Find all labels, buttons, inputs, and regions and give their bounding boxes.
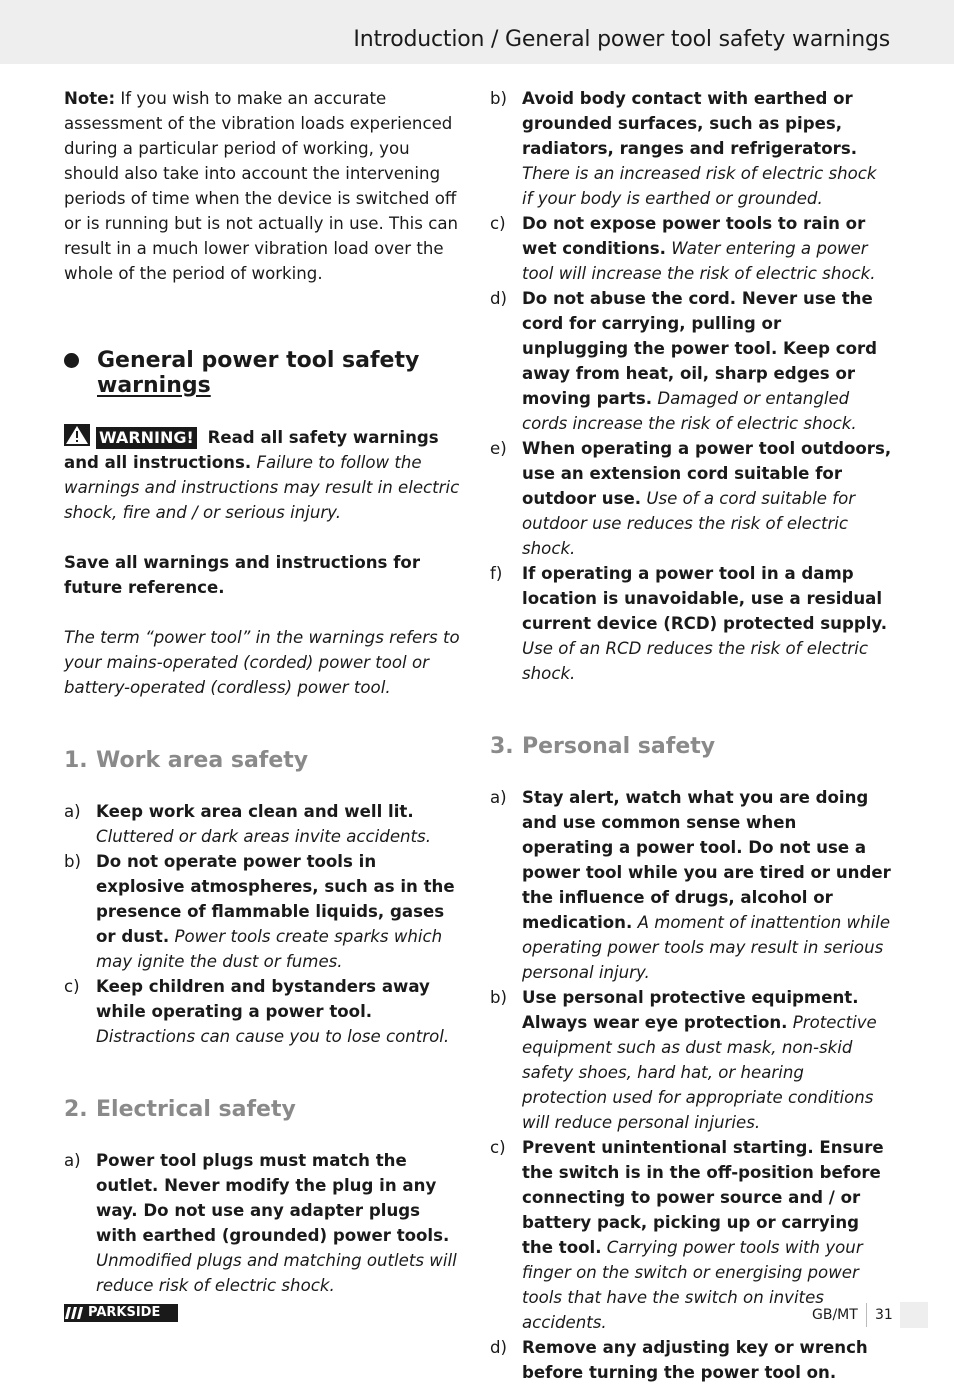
warning-badge: WARNING!	[96, 427, 197, 449]
personal-safety-list	[490, 785, 892, 1385]
item-italic-text: Cluttered or dark areas invite accidents.	[96, 827, 431, 846]
section-heading-electrical	[64, 1097, 464, 1122]
list-item	[64, 974, 464, 1049]
note-paragraph	[64, 86, 464, 286]
item-label: a)	[490, 788, 507, 807]
item-label: d)	[490, 1338, 508, 1357]
general-safety-heading	[64, 348, 464, 398]
note-text: If you wish to make an accurate assessment of the vibration loads experienced during a particular period of working, you should also take into account the intervening periods of time when the device is switched off or is running but is not actually in use. This can result in a much lower vibration load over the whole of the period of working.	[64, 89, 459, 283]
item-label: a)	[64, 1151, 81, 1170]
warning-italic-text: Failure to follow the warnings and instructions may result in electric shock, fire and / or serious injury.	[64, 453, 460, 522]
work-area-list	[64, 799, 464, 1049]
item-bold-text: Do not abuse the cord. Never use the cord for carrying, pulling or unplugging the power tool. Keep cord away from heat, oil, sharp edges or moving parts.	[522, 289, 878, 408]
section-heading-work-area	[64, 748, 464, 773]
list-item	[490, 561, 892, 686]
item-italic-text: Power tools create sparks which may ignite the dust or fumes.	[96, 927, 443, 971]
item-label: c)	[490, 1138, 506, 1157]
section-number: 1.	[64, 748, 88, 773]
list-item	[490, 985, 892, 1135]
item-italic-text: Protective equipment such as dust mask, non-skid safety shoes, hard hat, or hearing protection used for appropriate conditions will reduce personal injuries.	[522, 1013, 877, 1132]
item-italic-text: There is an increased risk of electric shock if your body is earthed or grounded.	[522, 164, 877, 208]
item-italic-text: Damaged or entangled cords increase the risk of electric shock.	[522, 389, 857, 433]
list-item	[64, 799, 464, 849]
item-label: b)	[490, 988, 508, 1007]
list-item	[490, 286, 892, 436]
save-instructions-text: Save all warnings and instructions for future reference.	[64, 553, 421, 597]
section-bullet-icon	[64, 353, 79, 368]
item-bold-text: Do not operate power tools in explosive atmospheres, such as in the presence of flammable liquids, gases or dust.	[96, 852, 455, 946]
item-bold-text: Power tool plugs must match the outlet. Never modify the plug in any way. Do not use any adapter plugs with earthed (grounded) power tools.	[96, 1151, 450, 1245]
general-heading-line1: General power tool safety	[97, 348, 420, 373]
general-heading-line2: warnings	[97, 373, 211, 398]
list-item	[490, 1335, 892, 1385]
list-item	[490, 785, 892, 985]
item-italic-text: Carrying power tools with your finger on the switch or energising power tools that have the switch on invites accidents.	[522, 1238, 863, 1332]
electrical-list	[64, 1148, 464, 1298]
parkside-logo-stripes-icon	[64, 1304, 86, 1322]
item-bold-text: If operating a power tool in a damp location is unavoidable, use a residual current device (RCD) protected supply.	[522, 564, 888, 633]
item-label: b)	[490, 89, 508, 108]
item-bold-text: Avoid body contact with earthed or grounded surfaces, such as pipes, radiators, ranges and refrigerators.	[522, 89, 858, 158]
item-label: d)	[490, 289, 508, 308]
section-title: Personal safety	[522, 734, 716, 759]
item-bold-text: Prevent unintentional starting. Ensure the switch is in the off-position before connecting to power source and / or battery pack, picking up or carrying the tool.	[522, 1138, 884, 1257]
item-bold-text: Stay alert, watch what you are doing and use common sense when operating a power tool. Do not use a power tool while you are tired or under the influence of drugs, alcohol or medication.	[522, 788, 891, 932]
parkside-logo	[64, 1304, 178, 1322]
item-bold-text: Remove any adjusting key or wrench before turning the power tool on.	[522, 1338, 868, 1382]
warning-bold-text: Read all safety warnings and all instructions.	[64, 428, 439, 472]
section-title: Work area safety	[96, 748, 309, 773]
item-italic-text: Water entering a power tool will increase the risk of electric shock.	[522, 239, 876, 283]
section-title: Electrical safety	[96, 1097, 296, 1122]
item-label: e)	[490, 439, 507, 458]
item-italic-text: Distractions can cause you to lose control.	[96, 1027, 450, 1046]
footer-country-code: GB/MT	[812, 1307, 858, 1323]
item-italic-text: Use of a cord suitable for outdoor use reduces the risk of electric shock.	[522, 489, 856, 558]
item-italic-text: Use of an RCD reduces the risk of electric shock.	[522, 639, 868, 683]
item-label: a)	[64, 802, 81, 821]
warning-triangle-icon	[64, 424, 90, 446]
warning-paragraph	[64, 424, 464, 525]
section-number: 3.	[490, 734, 514, 759]
list-item	[490, 211, 892, 286]
section-number: 2.	[64, 1097, 88, 1122]
note-label: Note:	[64, 89, 116, 108]
footer-divider	[866, 1303, 867, 1327]
list-item	[490, 86, 892, 211]
item-label: c)	[490, 214, 506, 233]
item-bold-text: Keep work area clean and well lit.	[96, 802, 414, 821]
item-label: c)	[64, 977, 80, 996]
right-column	[490, 86, 892, 1385]
footer-tab-marker	[900, 1302, 928, 1328]
item-label: b)	[64, 852, 82, 871]
electrical-list-continued	[490, 86, 892, 686]
section-heading-personal	[490, 734, 892, 759]
item-bold-text: Keep children and bystanders away while operating a power tool.	[96, 977, 430, 1021]
power-tool-term-text: The term “power tool” in the warnings refers to your mains-operated (corded) power tool or battery-operated (cordless) power tool.	[64, 628, 460, 697]
page-header-title: Introduction / General power tool safety warnings	[353, 27, 890, 52]
list-item	[490, 436, 892, 561]
page-number: 31	[875, 1307, 893, 1323]
item-bold-text: When operating a power tool outdoors, use an extension cord suitable for outdoor use.	[522, 439, 892, 508]
item-italic-text: A moment of inattention while operating power tools may result in serious personal injury.	[522, 913, 891, 982]
item-label: f)	[490, 564, 503, 583]
item-bold-text: Use personal protective equipment. Always wear eye protection.	[522, 988, 859, 1032]
list-item	[64, 849, 464, 974]
brand-name: PARKSIDE	[88, 1305, 161, 1320]
item-italic-text: Unmodified plugs and matching outlets will reduce risk of electric shock.	[96, 1251, 457, 1295]
left-column	[64, 86, 464, 1298]
item-bold-text: Do not expose power tools to rain or wet conditions.	[522, 214, 866, 258]
list-item	[64, 1148, 464, 1298]
